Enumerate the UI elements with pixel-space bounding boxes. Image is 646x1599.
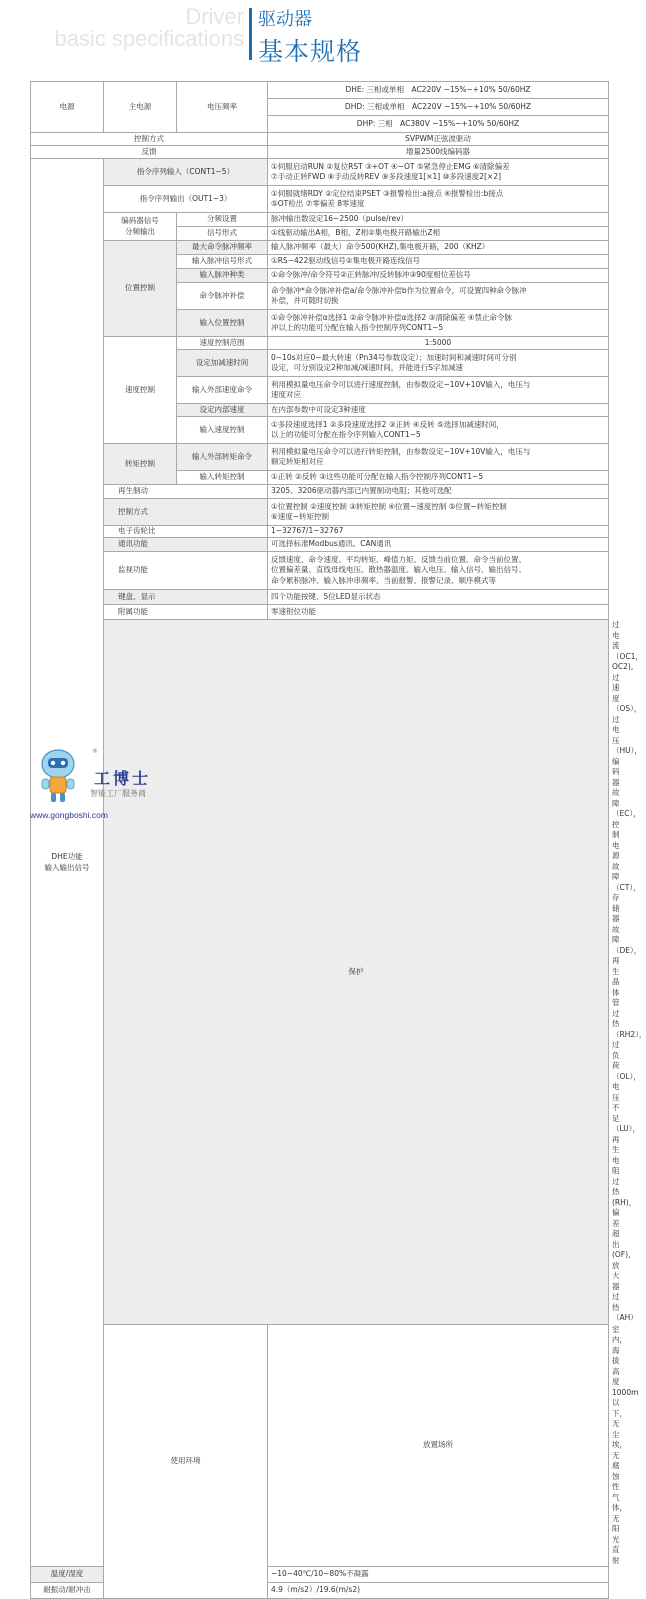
- speed-in-line1: ①多段速度选择1 ②多段速度选择2 ③正转 ④反转 ⑤选择加减速时间，: [271, 419, 504, 429]
- speed-group-cell: 速度控制: [104, 337, 177, 444]
- monitor-line3: 命令累积脉冲、输入脉冲串频率、当前报警、报警记录、顺序模式等: [271, 575, 496, 585]
- heading-divider: [249, 8, 252, 60]
- power-value-1: DHE: 三相或单相 AC220V −15%~+10% 50/60HZ: [268, 82, 609, 99]
- accel-value: [268, 350, 609, 377]
- cmd-comp-line1: 命令脉冲*命令脉冲补偿a/命令脉冲补偿b作为位置命令，可设置四种命令脉冲: [271, 285, 527, 295]
- int-speed-label: 设定内部速度: [177, 404, 268, 417]
- table-row: [31, 159, 609, 186]
- pos-in-label: 输入位置控制: [177, 310, 268, 337]
- ext-speed-value: [268, 377, 609, 404]
- feedback-value: 增量2500线编码器: [268, 146, 609, 159]
- table-row: [31, 499, 609, 526]
- english-heading-line2: basic specifications: [54, 26, 244, 51]
- pos-in-line2: 冲以上的功能可分配在输入指令控制序列CONT1~5: [271, 323, 444, 332]
- pos-in-value: [268, 310, 609, 337]
- cmd-out-value: [268, 186, 609, 213]
- control-mode-value: SVPWM正弦波驱动: [268, 133, 609, 146]
- sig-form-value: ①线驱动输出A相，B相，Z相②集电极开路输出Z相: [268, 227, 609, 241]
- encoder-group-line2: 分频输出: [125, 226, 155, 236]
- pulse-kind-value: ①命令脉冲/命令符号②正转脉冲/反转脉冲③90度相位差信号: [268, 269, 609, 283]
- power-sub-cell: 主电源: [104, 82, 177, 133]
- comm-value: 可选择标准Modbus通讯、CAN通讯: [268, 538, 609, 552]
- speed-in-line2: 以上的功能可分配在指令序列输入CONT1~5: [271, 430, 421, 439]
- vib-value: 4.9（m/s2）/19.6(m/s2): [268, 1583, 609, 1599]
- ext-torque-value: [268, 444, 609, 471]
- sig-form-label: 信号形式: [177, 227, 268, 241]
- pulse-form-label: 输入脉冲信号形式: [177, 255, 268, 269]
- monitor-line1: 反馈速度、命令速度、平均转矩、峰值力矩、反馈当前位置、命令当前位置、: [271, 554, 526, 564]
- ext-speed-line1: 利用模拟量电压命令可以进行速度控制，由参数设定−10V+10V输入，电压与: [271, 379, 531, 389]
- page-title: 基本规格: [258, 37, 363, 66]
- cmd-out-line1: ①伺服就绪RDY ②定位结束PSET ③报警检出:a接点 ④报警检出:b接点: [271, 188, 504, 198]
- table-row: 使用环境 放置场所 室内，海拔高度1000m以下，无尘埃，无腐蚀性气体，无阳光直射: [31, 1324, 609, 1567]
- accel-label: 设定加减速时间: [177, 350, 268, 377]
- keypad-label: 键盘、显示: [104, 590, 268, 605]
- power-value-3: DHP: 三相 AC380V −15%~+10% 50/60HZ: [268, 116, 609, 133]
- ext-torque-line2: 额定转矩相对应: [271, 457, 324, 466]
- keypad-value: 四个功能按键、5位LED显示状态: [268, 590, 609, 605]
- ext-torque-line1: 利用模拟量电压命令可以进行转矩控制，由参数设定−10V+10V输入，电压与: [271, 446, 531, 456]
- monitor-label: 监视功能: [104, 552, 268, 590]
- cmd-comp-label: 命令脉冲补偿: [177, 283, 268, 310]
- brand-url: www.gongboshi.com: [30, 810, 108, 820]
- temp-value: −10~40℃/10~80%不凝露: [268, 1567, 609, 1583]
- table-row: [31, 444, 609, 471]
- table-row: [31, 552, 609, 590]
- feedback-label: 反馈: [31, 146, 268, 159]
- ext-speed-line2: 速度对应: [271, 390, 301, 399]
- table-row: [31, 337, 609, 350]
- cmd-in-value: [268, 159, 609, 186]
- dhe-group-line1: DHE功能: [51, 852, 83, 861]
- control-mode2-line1: ①位置控制 ②速度控制 ③转矩控制 ④位置−速度控制 ⑤位置−转矩控制: [271, 501, 507, 511]
- egear-value: 1−32767/1−32767: [268, 526, 609, 538]
- aux-value: 零速钳位功能: [268, 605, 609, 620]
- temp-label: 温度/湿度: [31, 1567, 104, 1583]
- pulse-form-value: ①RS−422驱动线信号②集电极开路连线信号: [268, 255, 609, 269]
- max-pulse-label: 最大命令脉冲频率: [177, 241, 268, 255]
- power-item-cell: 电压频率: [177, 82, 268, 133]
- aux-label: 附属功能: [104, 605, 268, 620]
- monitor-line2: 位置偏差量、直线母线电压、散热器温度、输入电压、输入信号、输出信号、: [271, 565, 526, 575]
- max-pulse-value: 输入脉冲频率（最大）命令500(KHZ),集电极开路，200（KHZ）: [268, 241, 609, 255]
- cmd-comp-line2: 补偿，并可随时切换: [271, 296, 339, 305]
- div-value: 脉冲输出数设定16~2500（pulse/rev）: [268, 213, 609, 227]
- table-row: [31, 538, 609, 552]
- chinese-heading-small: 驱动器: [258, 9, 312, 30]
- env-group-cell: 使用环境: [104, 1324, 268, 1599]
- table-row: [31, 605, 609, 620]
- ext-torque-label: 输入外部转矩命令: [177, 444, 268, 471]
- table-row: [31, 526, 609, 538]
- dhe-group-line2: 输入输出信号: [44, 862, 90, 872]
- pulse-kind-label: 输入脉冲种类: [177, 269, 268, 283]
- encoder-group-cell: [104, 213, 177, 241]
- vib-label: 耐振动/耐冲击: [31, 1583, 104, 1599]
- cmd-out-label: 指令序列输出（OUT1~3）: [104, 186, 268, 213]
- encoder-group-line1: 编码器信号: [121, 216, 159, 225]
- english-heading: [54, 6, 244, 50]
- table-row: [31, 133, 609, 146]
- speed-in-label: 输入速度控制: [177, 417, 268, 444]
- table-row: [31, 186, 609, 213]
- place-label: 放置场所: [268, 1324, 609, 1567]
- spec-table: [30, 81, 646, 1599]
- control-mode2-value: [268, 499, 609, 526]
- power-group-cell: 电源: [31, 82, 104, 133]
- egear-label: 电子齿轮比: [104, 526, 268, 538]
- protect-label: 保护: [104, 620, 609, 1325]
- control-mode2-label: 控制方式: [104, 499, 268, 526]
- table-row: [31, 485, 609, 499]
- watermark-logo: [30, 740, 190, 828]
- cmd-out-line2: ⑤OT检出 ⑦零偏差 8零速度: [271, 199, 365, 208]
- control-mode-label: 控制方式: [31, 133, 268, 146]
- speed-range-value: 1:5000: [268, 337, 609, 350]
- robot-mascot-icon: [36, 746, 80, 806]
- brand-name: 工博士: [94, 769, 152, 788]
- table-row: [31, 82, 609, 99]
- torque-in-label: 输入转矩控制: [177, 471, 268, 485]
- comm-label: 通讯功能: [104, 538, 268, 552]
- dhe-group-cell: [31, 159, 104, 1567]
- table-row: [31, 146, 609, 159]
- torque-group-cell: 转矩控制: [104, 444, 177, 485]
- power-value-2: DHD: 三相或单相 AC220V −15%~+10% 50/60HZ: [268, 99, 609, 116]
- div-label: 分频设置: [177, 213, 268, 227]
- cmd-in-line2: ⑦手动正转FWD ⑧手动反转REV ⑨多段速度1[×1] ⑩多段速度2[×2]: [271, 172, 501, 181]
- monitor-value: [268, 552, 609, 590]
- torque-in-value: ①正转 ②反转 ③这些功能可分配在输入指令控制序列CONT1~5: [268, 471, 609, 485]
- pos-in-line1: ①命令脉冲补偿α选择1 ②命令脉冲补偿α选择2 ③清除偏差 ④禁止命令脉: [271, 312, 512, 322]
- control-mode2-line2: ⑥速度−转矩控制: [271, 512, 330, 521]
- cmd-in-line1: ①伺服启动RUN ②复位RST ③+OT ④−OT ⑤紧急停止EMG ⑥清除偏差: [271, 161, 510, 171]
- regen-value: 3205、3206驱动器内部已内置制动电阻；其他可选配: [268, 485, 609, 499]
- cmd-in-label: 指令序列输入（CONT1~5）: [104, 159, 268, 186]
- table-row: [31, 213, 609, 227]
- ext-speed-label: 输入外部速度命令: [177, 377, 268, 404]
- table-row: [31, 590, 609, 605]
- english-heading-line1: Driver: [185, 4, 244, 29]
- speed-in-value: [268, 417, 609, 444]
- position-group-cell: 位置控制: [104, 241, 177, 337]
- table-row: [31, 241, 609, 255]
- speed-range-label: 速度控制范围: [177, 337, 268, 350]
- accel-line1: 0~10s对应0~最大转速（Pn34号参数设定）；加速时间和减速时间可分别: [271, 352, 517, 362]
- accel-line2: 设定，可分别设定2种加减/减速时间，并能进行S字加减速: [271, 363, 464, 372]
- int-speed-value: 在内部参数中可设定3种速度: [268, 404, 609, 417]
- table-row: 保护 过电流（OC1，OC2),过速度（OS），过电压（HU）， 编码器故障（EC），控制电源故障（CT），存储器故障（DE）， 再生晶体管过热（RH2），过负荷（OL），电压不足（LU）， 再生电阻过热(RH)，偏差超出(OF)，放大器过热（AH）: [31, 620, 609, 1325]
- registered-mark: ®: [92, 748, 98, 755]
- brand-tagline: 智能工厂服务商: [90, 789, 146, 798]
- regen-label: 再生制动: [104, 485, 268, 499]
- cmd-comp-value: [268, 283, 609, 310]
